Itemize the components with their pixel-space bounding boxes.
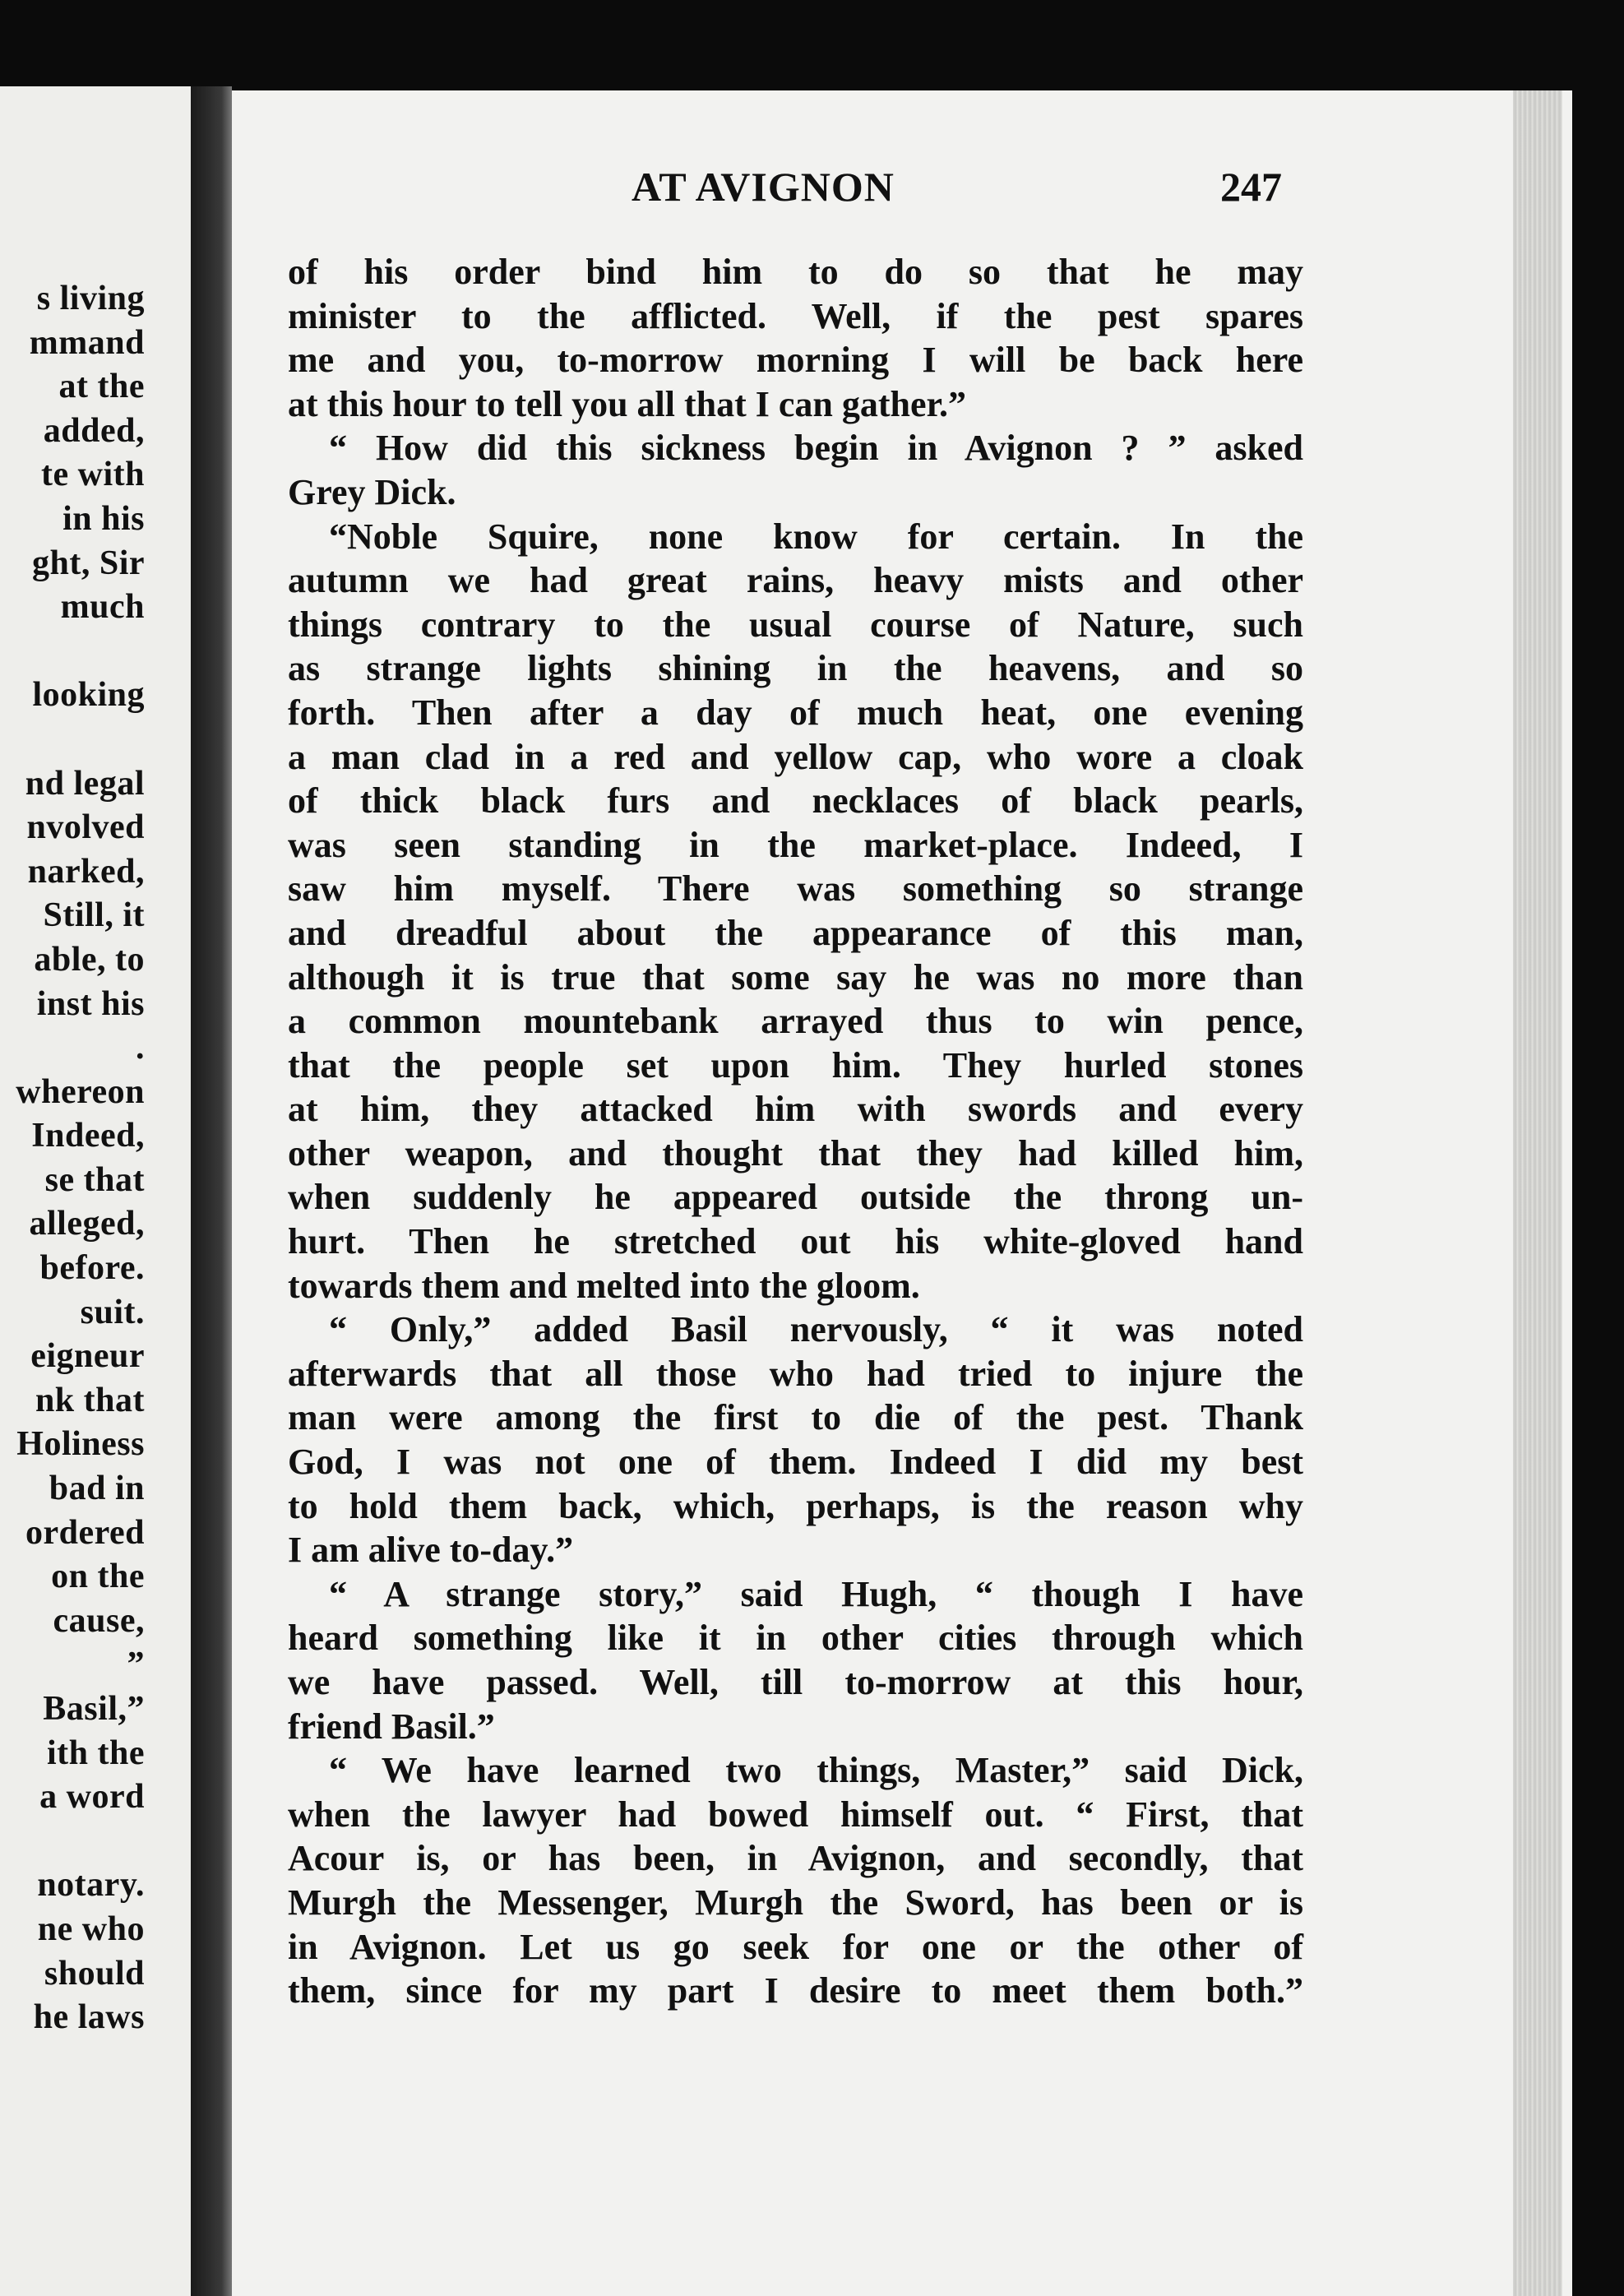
text-line: Murgh the Messenger, Murgh the Sword, has been or is [288,1882,1303,1923]
text-line: man were among the first to die of the pest. Thank [288,1397,1303,1438]
text-line: as strange lights shining in the heavens, and so [288,648,1303,689]
left-line [0,718,145,762]
left-line: whereon [16,1072,145,1111]
text-line: when suddenly he appeared outside the throng un- [288,1177,1303,1218]
left-line: on the [51,1558,145,1596]
left-line: ith the [47,1734,145,1772]
left-line: should [44,1954,145,1993]
left-line: inst his [36,984,145,1023]
text-line: autumn we had great rains, heavy mists and other [288,560,1303,601]
text-line: was seen standing in the market-place. Indeed, I [288,824,1303,865]
left-line: ” [127,1646,145,1684]
left-line: ght, Sir [31,544,145,582]
text-line: a man clad in a red and yellow cap, who wore a cloak [288,736,1303,777]
text-line: “ Only,” added Basil nervously, “ it was noted [329,1309,1303,1350]
left-line: notary. [37,1866,145,1905]
text-line: when the lawyer had bowed himself out. “ First, that [288,1794,1303,1835]
left-line: narked, [27,852,145,891]
left-line: nk that [35,1381,145,1419]
left-line: te with [41,456,145,494]
left-line: mmand [29,323,145,362]
text-line: that the people set upon him. They hurled stones [288,1044,1303,1086]
left-line: cause, [53,1601,145,1640]
text-line: towards them and melted into the gloom. [288,1265,920,1306]
text-line: we have passed. Well, till to-morrow at this hour, [288,1662,1303,1702]
text-line: things contrary to the usual course of Nature, such [288,604,1303,645]
text-line: at him, they attacked him with swords and every [288,1089,1303,1130]
left-line: nd legal [25,764,145,803]
text-line: God, I was not one of them. Indeed I did my best [288,1442,1303,1483]
text-line: at this hour to tell you all that I can gather.” [288,383,967,424]
left-line: Basil,” [43,1690,145,1728]
left-line: added, [43,411,145,450]
left-line: ne who [37,1909,145,1948]
text-line: although it is true that some say he was no more than [288,956,1303,998]
left-line: nvolved [26,808,145,847]
left-line: looking [32,676,145,715]
text-line: hurt. Then he stretched out his white-gloved hand [288,1221,1303,1262]
text-line: heard something like it in other cities through which [288,1618,1303,1659]
text-line: of his order bind him to do so that he may [288,252,1303,292]
left-line: ordered [25,1513,145,1552]
text-line: “ A strange story,” said Hugh, “ though I have [329,1573,1303,1614]
left-line: before. [39,1249,145,1288]
left-facing-page [0,86,191,2296]
left-line: bad in [49,1470,145,1508]
text-line: “ We have learned two things, Master,” said Dick, [329,1750,1303,1791]
left-line: he laws [33,1998,145,2037]
text-line: “ How did this sickness begin in Avignon ? ” asked [329,428,1303,469]
text-line: forth. Then after a day of much heat, one evening [288,692,1303,733]
left-line: . [136,1029,145,1067]
text-line: Grey Dick. [288,471,456,512]
left-line: a word [39,1778,145,1817]
page-edge [1513,90,1562,2296]
running-head: AT AVIGNON [632,164,895,210]
text-line: Acour is, or has been, in Avignon, and secondly, that [288,1838,1303,1879]
left-line: eigneur [30,1337,145,1376]
text-line: them, since for my part I desire to meet them both.” [288,1970,1303,2011]
text-line: “Noble Squire, none know for certain. In the [329,516,1303,557]
left-line: suit. [80,1293,145,1331]
text-line: I am alive to-day.” [288,1530,574,1571]
text-line: me and you, to-morrow morning I will be back here [288,340,1303,381]
left-line: s living [36,280,145,317]
text-line: afterwards that all those who had tried to injure the [288,1353,1303,1394]
left-line: Still, it [43,896,145,935]
text-line: of thick black furs and necklaces of black pearls, [288,780,1303,822]
text-line: friend Basil.” [288,1706,495,1747]
body-text [288,250,1303,2013]
left-line: Indeed, [31,1117,145,1155]
page-number: 247 [1220,164,1282,210]
left-line: much [60,588,145,627]
text-line: in Avignon. Let us go seek for one or the other of [288,1926,1303,1967]
text-line: a common mountebank arrayed thus to win pence, [288,1001,1303,1042]
left-line: at the [58,368,145,406]
left-line: alleged, [29,1205,145,1243]
left-page-text [0,277,145,2040]
left-line: Holiness [16,1425,145,1464]
text-line: to hold them back, which, perhaps, is the reason why [288,1485,1303,1526]
text-line: saw him myself. There was something so strange [288,868,1303,910]
left-line [0,630,145,674]
left-line: se that [44,1160,145,1199]
text-line: and dreadful about the appearance of this man, [288,912,1303,953]
text-line: minister to the afflicted. Well, if the pest spares [288,295,1303,336]
text-line: other weapon, and thought that they had killed him, [288,1132,1303,1173]
book-gutter [191,86,232,2296]
left-line: able, to [34,940,145,979]
left-line: in his [62,499,145,538]
left-line [0,1820,145,1864]
